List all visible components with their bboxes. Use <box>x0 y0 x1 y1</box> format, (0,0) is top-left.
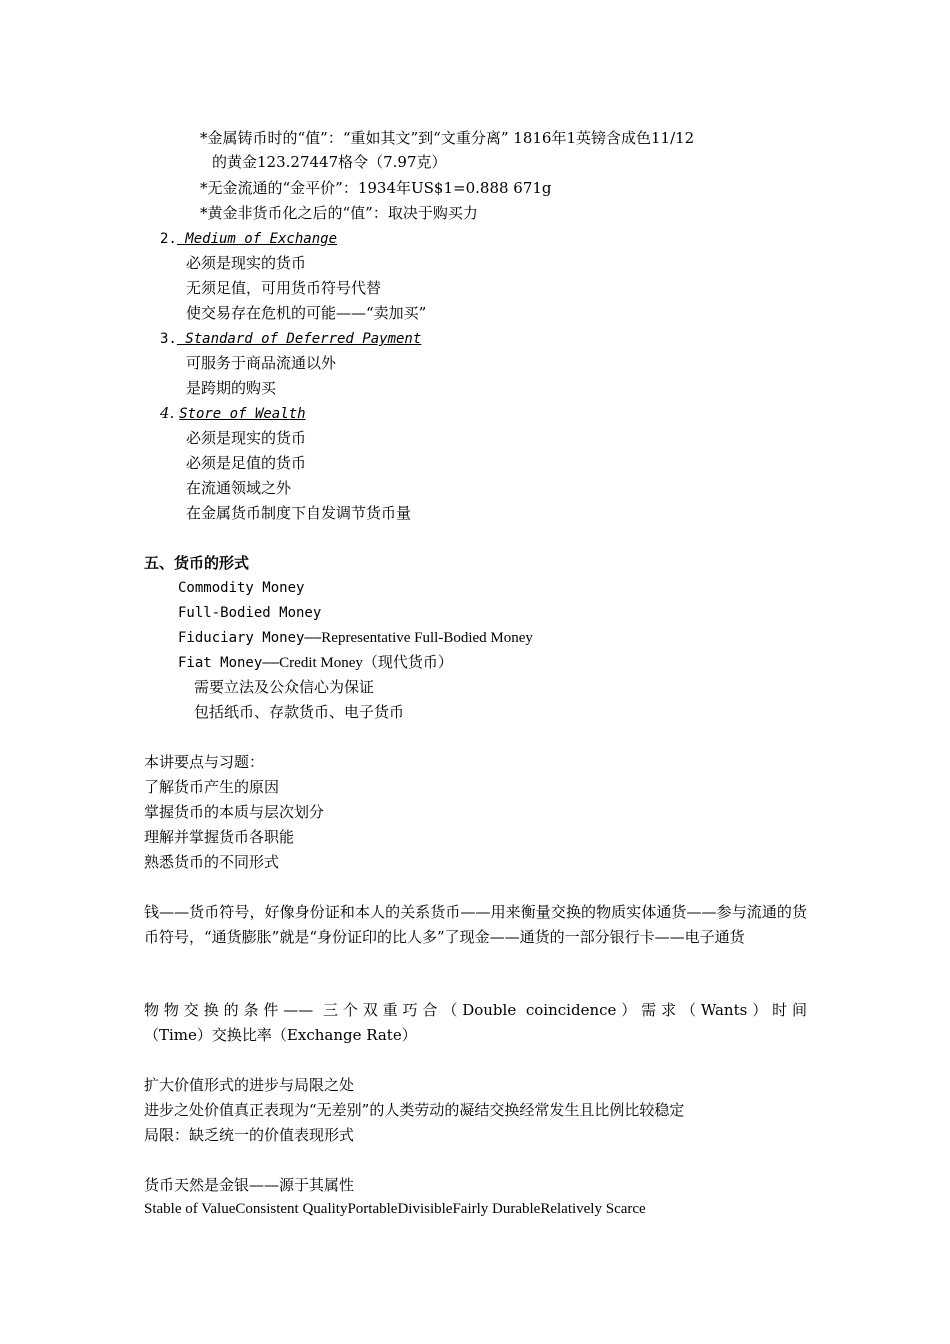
form-fiduciary-money <box>178 627 533 648</box>
summary-item: 了解货币产生的原因 <box>144 778 280 796</box>
gold-silver-attributes: Stable of ValueConsistent QualityPortableDivisibleFairly DurableRelatively Scarce <box>144 1201 646 1217</box>
function-title: Store of Wealth <box>179 406 306 422</box>
paragraph-money-symbol: 钱——货币符号，好像身份证和本人的关系货币——用来衡量交换的物质实体通货——参与流通的货币符号，“通货膨胀”就是“身份证印的比人多”了现金——通货的一部分银行卡——电子通货 <box>144 903 807 946</box>
demonetized-line: *黄金非货币化之后的“值”：取决于购买力 <box>200 204 478 222</box>
form-fiat-detail: Credit Money（现代货币） <box>279 655 453 671</box>
summary-item: 熟悉货币的不同形式 <box>144 853 280 871</box>
metal-coin-line-cont: 的黄金123.27447格令（7.97克） <box>212 153 447 171</box>
expanded-value-heading: 扩大价值形式的进步与局限之处 <box>144 1076 355 1094</box>
form-sub-point: 需要立法及公众信心为保证 <box>194 678 375 696</box>
paragraph-barter-line2: （Time）交换比率（Exchange Rate） <box>144 1026 417 1044</box>
function-point: 无须足值，可用货币符号代替 <box>186 279 382 297</box>
function-title: Standard of Deferred Payment <box>176 331 422 347</box>
paragraph-barter-line1: 物物交换的条件—— 三个双重巧合（Double coincidence）需求（Wants）时间 <box>144 1001 807 1019</box>
form-sub-point: 包括纸币、存款货币、电子货币 <box>194 703 405 721</box>
function-medium-of-exchange <box>160 228 337 249</box>
form-fiduciary-detail: Representative Full-Bodied Money <box>321 630 533 646</box>
function-number: 2. <box>160 231 177 247</box>
function-point: 必须是现实的货币 <box>186 254 307 272</box>
summary-heading: 本讲要点与习题： <box>144 753 265 771</box>
expanded-value-limit: 局限：缺乏统一的价值表现形式 <box>144 1126 355 1144</box>
gold-silver-heading: 货币天然是金银——源于其属性 <box>144 1176 355 1194</box>
function-point: 是跨期的购买 <box>186 379 277 397</box>
metal-coin-line: *金属铸币时的“值”：“重如其文”到“文重分离” 1816年1英镑含成色11/12 <box>200 129 695 147</box>
function-number: 4. <box>160 404 175 422</box>
function-title: Medium of Exchange <box>176 231 338 247</box>
form-full-bodied-money: Full-Bodied Money <box>178 605 322 621</box>
form-fiat-money <box>178 652 453 673</box>
function-point: 必须是现实的货币 <box>186 429 307 447</box>
function-point: 在金属货币制度下自发调节货币量 <box>186 504 412 522</box>
summary-item: 掌握货币的本质与层次划分 <box>144 803 325 821</box>
function-standard-of-deferred-payment <box>160 328 421 349</box>
section-heading-forms: 五、货币的形式 <box>144 554 250 572</box>
summary-item: 理解并掌握货币各职能 <box>144 828 295 846</box>
expanded-value-progress: 进步之处价值真正表现为“无差别”的人类劳动的凝结交换经常发生且比例比较稳定 <box>144 1101 685 1119</box>
form-fiduciary-label: Fiduciary Money—— <box>178 630 322 646</box>
function-point: 可服务于商品流通以外 <box>186 354 337 372</box>
function-number: 3. <box>160 331 177 347</box>
form-fiat-label: Fiat Money—— <box>178 655 280 671</box>
no-gold-line: *无金流通的“金平价”：1934年US$1=0.888 671g <box>200 179 552 197</box>
function-point: 在流通领域之外 <box>186 479 292 497</box>
function-store-of-wealth <box>160 403 306 424</box>
form-commodity-money: Commodity Money <box>178 580 305 596</box>
function-point: 使交易存在危机的可能——“卖加买” <box>186 304 427 322</box>
function-point: 必须是足值的货币 <box>186 454 307 472</box>
